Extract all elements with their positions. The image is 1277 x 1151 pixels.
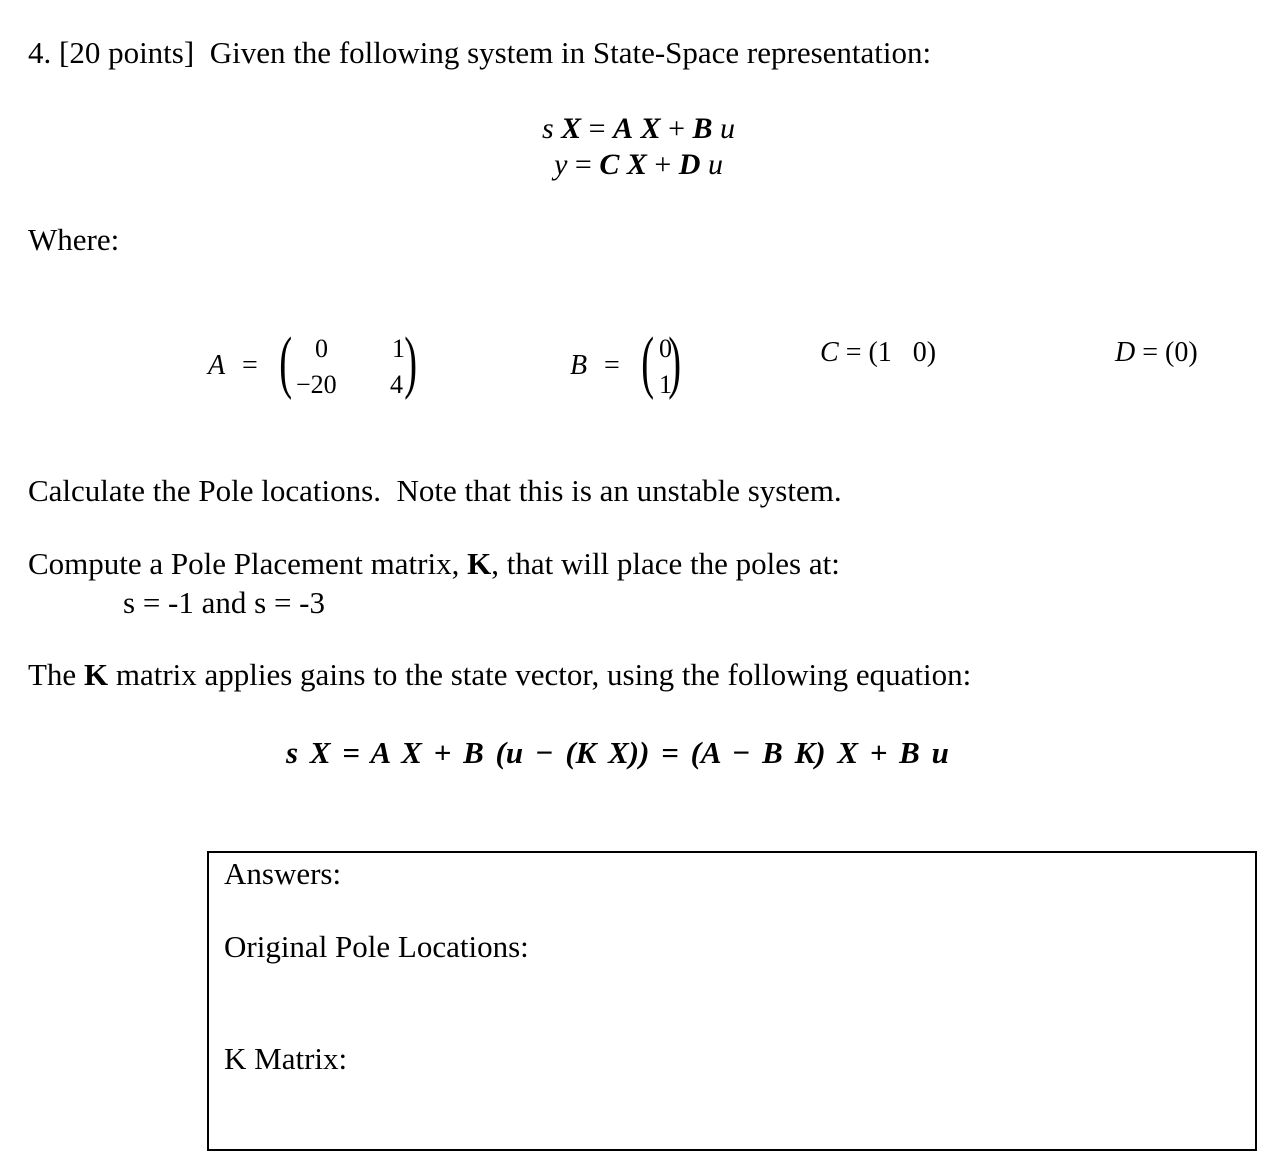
- matrix-c-value: (1 0): [868, 337, 937, 368]
- eq-D: D: [678, 148, 701, 181]
- eq-B: B: [692, 112, 713, 145]
- matrix-c-eq: =: [845, 337, 862, 368]
- feedback-equation-text: s X = A X + B (u − (K X)) = (A − B K) X + B u: [286, 735, 949, 770]
- compute-suffix: , that will place the poles at:: [491, 546, 840, 581]
- matrix-b-b1: 0: [659, 334, 672, 363]
- matrix-a: [208, 324, 438, 405]
- matrix-d-name: D: [1115, 337, 1136, 368]
- matrix-b-right-paren: ): [668, 324, 682, 401]
- matrix-d: [1115, 339, 1198, 367]
- question-number: 4.: [28, 35, 52, 70]
- feedback-equation: [286, 737, 949, 768]
- matrix-a-a11: 0: [315, 334, 328, 363]
- matrix-b-left-paren: (: [641, 324, 655, 401]
- matrix-b-eq: =: [604, 350, 620, 381]
- matrix-b-name: B: [570, 350, 588, 381]
- eq-s: s: [541, 112, 554, 145]
- eq-plus-2: +: [654, 148, 672, 181]
- eq-X2: X: [640, 112, 661, 145]
- eq-y: y: [554, 148, 568, 181]
- original-poles-label: Original Pole Locations:: [224, 929, 529, 964]
- matrix-c-name: C: [820, 337, 839, 368]
- eq-C: C: [599, 148, 620, 181]
- eq-A: A: [613, 112, 634, 145]
- matrix-b-b2: 1: [659, 370, 672, 399]
- question-intro: Given the following system in State-Space representation:: [209, 35, 932, 70]
- k-matrix-label: K Matrix:: [224, 1041, 348, 1076]
- eq-equals-2: =: [574, 148, 592, 181]
- eq-X3: X: [626, 148, 647, 181]
- matrix-a-right-paren: ): [404, 324, 418, 401]
- matrix-a-a12: 1: [392, 334, 405, 363]
- eq-u: u: [720, 112, 736, 145]
- compute-instruction: [28, 548, 840, 579]
- output-equation: [0, 150, 1277, 180]
- eq-equals: =: [588, 112, 606, 145]
- poles-instruction: Calculate the Pole locations. Note that this is an unstable system.: [28, 473, 842, 508]
- matrix-d-eq: =: [1142, 337, 1159, 368]
- matrix-a-a21: −20: [296, 370, 337, 399]
- compute-k: K: [467, 546, 492, 581]
- matrix-b: [570, 324, 700, 405]
- matrix-a-name: A: [208, 350, 226, 381]
- eq-u2: u: [707, 148, 723, 181]
- question-header: [28, 37, 931, 68]
- eq-plus: +: [668, 112, 686, 145]
- answers-heading: Answers:: [224, 856, 342, 891]
- kmatrix-prefix: The: [28, 657, 84, 692]
- matrix-c: [820, 339, 936, 367]
- kmatrix-suffix: matrix applies gains to the state vector, using the following equation:: [108, 657, 972, 692]
- matrix-d-value: (0): [1165, 337, 1198, 368]
- where-label: Where:: [28, 222, 120, 257]
- state-equation: [0, 114, 1277, 144]
- eq-X: X: [561, 112, 582, 145]
- kmatrix-instruction: [28, 659, 971, 690]
- pole-targets: s = -1 and s = -3: [123, 585, 325, 620]
- question-points: [20 points]: [59, 35, 195, 70]
- answer-box: [207, 851, 1257, 1151]
- matrix-a-left-paren: (: [279, 324, 293, 401]
- compute-prefix: Compute a Pole Placement matrix,: [28, 546, 468, 581]
- kmatrix-k: K: [83, 657, 109, 692]
- matrix-a-eq: =: [242, 350, 258, 381]
- matrix-a-a22: 4: [390, 370, 403, 399]
